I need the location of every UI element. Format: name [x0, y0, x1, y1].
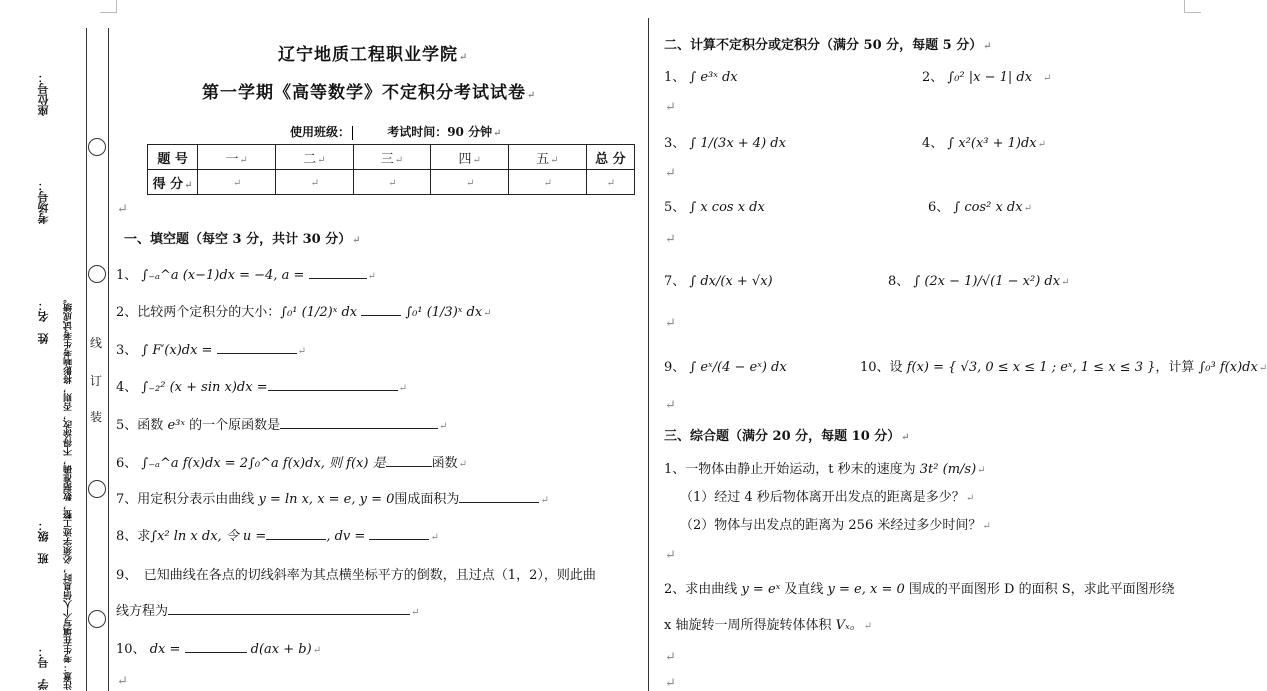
answer-blank[interactable] — [185, 639, 247, 653]
s3-question-1-sub1: （1）经过 4 秒后物体离开出发点的距离是多少？↵ — [680, 490, 975, 505]
class-and-time-line: 使用班级： 考试时间：90 分钟↵ — [290, 125, 502, 139]
paragraph-mark: ↵ — [665, 676, 676, 691]
score-header-cell: 一↵ — [198, 145, 276, 170]
answer-blank[interactable] — [280, 415, 438, 429]
paragraph-mark: ↵ — [665, 548, 676, 563]
score-cell[interactable]: ↵ — [275, 170, 353, 195]
s2-item-9: 9、 ∫ eˣ/(4 − eˣ) dx — [664, 360, 787, 375]
paragraph-mark: ↵ — [665, 316, 676, 331]
exam-title: 第一学期《高等数学》不定积分考试试卷↵ — [202, 83, 537, 103]
score-header-cell: 三↵ — [353, 145, 431, 170]
seal-char-zhuang: 装 — [90, 410, 103, 424]
score-cell[interactable]: ↵ — [509, 170, 587, 195]
crop-mark-top-right — [1184, 0, 1201, 13]
exam-room-label: 考场号： — [37, 180, 50, 224]
s1-question-6: 6、 ∫₋ₐ^a f(x)dx = 2∫₀^a f(x)dx, 则 f(x) 是 函数↵ — [116, 452, 467, 471]
s2-item-10: 10、设 f(x) = { √3, 0 ≤ x ≤ 1 ; eˣ, 1 ≤ x ≤ 3 }，计算 ∫₀³ f(x)dx↵ — [860, 360, 1267, 375]
score-header-cell: 五↵ — [509, 145, 587, 170]
use-class-label: 使用班级： — [290, 125, 351, 139]
binding-hole-4 — [88, 610, 106, 628]
binding-note: 注意：考生在填写个人信息时，必须字迹工整，数据准确，不得涂改，否则，将影响考生考试成绩。 — [64, 294, 74, 690]
s1-question-7: 7、用定积分表示由曲线 y = ln x, x = e, y = 0围成面积为 ↵ — [116, 488, 549, 507]
binding-line-outer — [86, 28, 87, 691]
answer-blank[interactable] — [369, 526, 429, 540]
section-1-heading: 一、填空题（每空 3 分，共计 30 分）↵ — [124, 232, 361, 247]
paragraph-mark: ↵ — [117, 674, 128, 689]
s1-question-3: 3、 ∫ F′(x)dx = ↵ — [116, 339, 306, 358]
s1-question-9: 9、 已知曲线在各点的切线斜率为其点横坐标平方的倒数，且过点（1，2），则此曲 — [116, 568, 596, 583]
s2-item-8: 8、 ∫ (2x − 1)/√(1 − x²) dx↵ — [888, 274, 1070, 289]
s2-item-1: 1、 ∫ e³ˣ dx — [664, 70, 738, 85]
s1-question-10: 10、 dx = d(ax + b)↵ — [116, 638, 321, 657]
s2-item-3: 3、 ∫ 1/(3x + 4) dx — [664, 136, 786, 151]
s2-item-6: 6、 ∫ cos² x dx↵ — [928, 200, 1032, 215]
answer-blank[interactable] — [386, 453, 432, 467]
paragraph-mark: ↵ — [117, 202, 128, 217]
paragraph-mark: ↵ — [665, 100, 676, 115]
name-label: 姓 名： — [37, 300, 50, 344]
s2-item-2: 2、 ∫₀² |x − 1| dx ↵ — [922, 70, 1052, 85]
s2-item-5: 5、 ∫ x cos x dx — [664, 200, 765, 215]
s1-question-4: 4、 ∫₋₂² (x + sin x)dx = ↵ — [116, 376, 407, 395]
score-header-cell: 题 号 — [148, 145, 198, 170]
s3-question-1: 1、一物体由静止开始运动，t 秒末的速度为 3t² (m/s)↵ — [664, 462, 986, 477]
s2-item-4: 4、 ∫ x²(x³ + 1)dx↵ — [922, 136, 1047, 151]
paragraph-mark: ↵ — [665, 166, 676, 181]
paragraph-mark: ↵ — [665, 650, 676, 665]
answer-blank[interactable] — [309, 265, 367, 279]
answer-blank[interactable] — [459, 489, 539, 503]
score-header-cell: 四↵ — [431, 145, 509, 170]
score-table-score-row — [148, 170, 635, 195]
s1-question-9-line2: 线方程为 ↵ — [116, 600, 419, 619]
section-2-heading: 二、计算不定积分或定积分（满分 50 分，每题 5 分）↵ — [664, 38, 992, 53]
seal-char-ding: 订 — [90, 374, 103, 388]
s2-item-7: 7、 ∫ dx/(x + √x) — [664, 274, 773, 289]
score-header-cell: 总 分 — [586, 145, 634, 170]
paragraph-mark: ↵ — [665, 398, 676, 413]
paragraph-mark: ↵ — [665, 232, 676, 247]
seal-char-xian: 线 — [90, 336, 103, 350]
section-3-heading: 三、综合题（满分 20 分，每题 10 分）↵ — [664, 429, 910, 444]
binding-line-inner — [108, 28, 109, 691]
score-cell[interactable]: ↵ — [586, 170, 634, 195]
exam-time-label: 考试时间：90 分钟 — [387, 125, 493, 139]
score-table — [147, 144, 635, 195]
score-row-label: 得 分↵ — [148, 170, 198, 195]
crop-mark-top-left — [100, 0, 117, 13]
s1-question-5: 5、函数 e³ˣ 的一个原函数是 ↵ — [116, 414, 448, 433]
answer-blank[interactable] — [217, 340, 297, 354]
binding-hole-2 — [88, 265, 106, 283]
s3-question-2-line2: x 轴旋转一周所得旋转体体积 Vₓ。↵ — [664, 618, 873, 633]
student-id-label: 学 号： — [37, 646, 50, 690]
binding-hole-1 — [88, 138, 106, 156]
score-cell[interactable]: ↵ — [353, 170, 431, 195]
s1-question-2: 2、比较两个定积分的大小：∫₀¹ (1/2)ˣ dx ∫₀¹ (1/3)ˣ dx↵ — [116, 301, 492, 320]
answer-blank[interactable] — [266, 526, 326, 540]
binding-hole-3 — [88, 480, 106, 498]
score-cell[interactable]: ↵ — [431, 170, 509, 195]
school-name: 辽宁地质工程职业学院↵ — [278, 45, 469, 65]
column-divider — [648, 18, 649, 691]
score-header-cell: 二↵ — [275, 145, 353, 170]
score-table-header-row — [148, 145, 635, 170]
answer-blank[interactable] — [268, 377, 398, 391]
score-cell[interactable]: ↵ — [198, 170, 276, 195]
answer-blank[interactable] — [361, 302, 401, 316]
s3-question-1-sub2: （2）物体与出发点的距离为 256 米经过多少时间？↵ — [680, 518, 991, 533]
s3-question-2: 2、求由曲线 y = eˣ 及直线 y = e, x = 0 围成的平面图形 D 的面积 S，求此平面图形绕 — [664, 582, 1175, 597]
class-label: 班 级： — [37, 520, 50, 564]
s1-question-1: 1、 ∫₋ₐ^a (x−1)dx = −4, a = ↵ — [116, 264, 376, 283]
seat-label: 座位号： — [37, 72, 50, 116]
answer-blank[interactable] — [168, 601, 410, 615]
s1-question-8: 8、求∫x² ln x dx, 令 u = , dv = ↵ — [116, 525, 439, 544]
